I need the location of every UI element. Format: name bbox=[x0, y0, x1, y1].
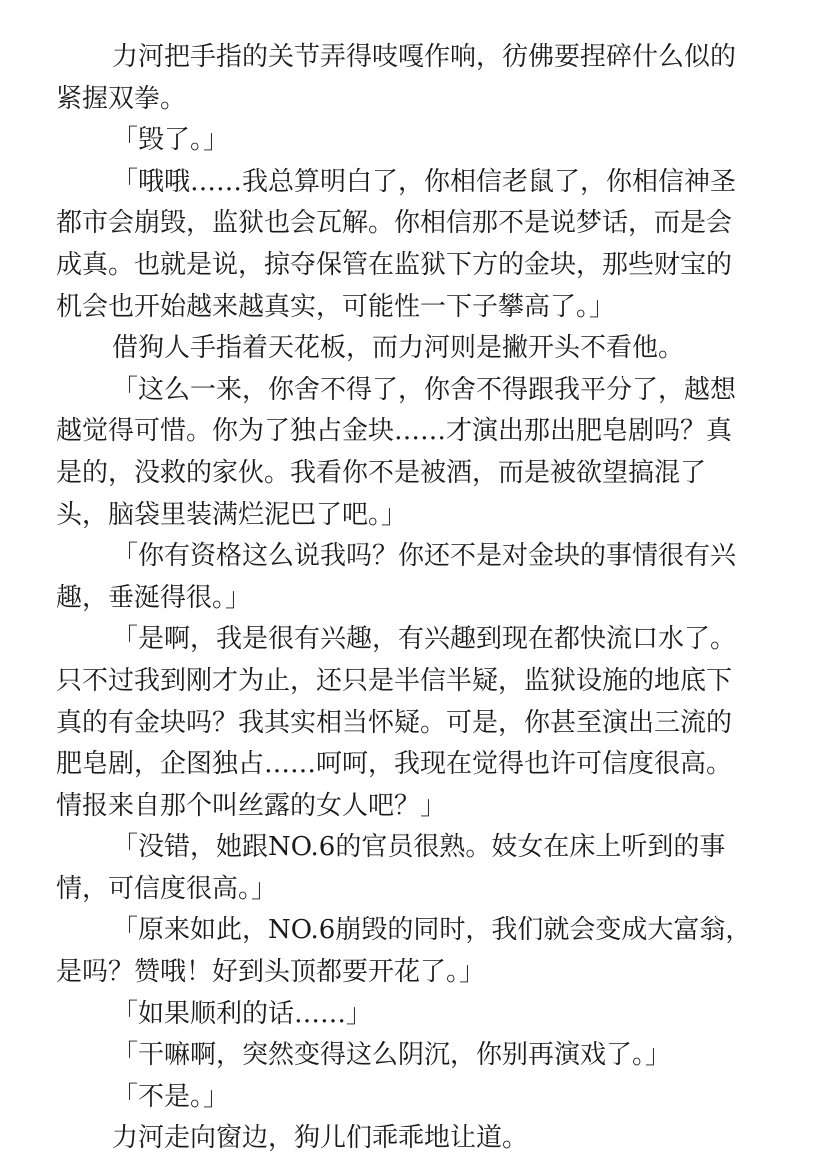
text-line: 力河走向窗边，狗儿们乖乖地让道。 bbox=[112, 1123, 529, 1154]
text-line: 「如果顺利的话……」 bbox=[112, 998, 373, 1029]
text-line: 是的，没救的家伙。我看你不是被酒，而是被欲望搞混了 bbox=[56, 457, 707, 488]
text-line: 成真。也就是说，掠夺保管在监狱下方的金块，那些财宝的 bbox=[56, 249, 733, 280]
text-line: 「没错，她跟NO.6的官员很熟。妓女在床上听到的事 bbox=[112, 832, 726, 863]
paragraph bbox=[56, 37, 756, 120]
text-line: 「你有资格这么说我吗？你还不是对金块的事情很有兴 bbox=[112, 541, 737, 572]
text-line: 肥皂剧，企图独占……呵呵，我现在觉得也许可信度很高。 bbox=[56, 749, 733, 780]
paragraph bbox=[56, 827, 756, 910]
paragraph bbox=[56, 162, 756, 328]
text-line: 都市会崩毁，监狱也会瓦解。你相信那不是说梦话，而是会 bbox=[56, 208, 733, 239]
text-line: 「干嘛啊，突然变得这么阴沉，你别再演戏了。」 bbox=[112, 1040, 672, 1071]
text-line: 情报来自那个叫丝露的女人吧？」 bbox=[56, 790, 447, 821]
text-line: 头，脑袋里装满烂泥巴了吧。」 bbox=[56, 499, 408, 530]
text-line: 只不过我到刚才为止，还只是半信半疑，监狱设施的地底下 bbox=[56, 665, 733, 696]
paragraph bbox=[56, 619, 756, 827]
text-line: 情，可信度很高。」 bbox=[56, 873, 278, 904]
document-page bbox=[56, 37, 756, 1160]
text-line: 「这么一来，你舍不得了，你舍不得跟我平分了，越想 bbox=[112, 374, 737, 405]
paragraph bbox=[56, 994, 756, 1036]
text-line: 「不是。」 bbox=[112, 1081, 230, 1112]
text-line: 「是啊，我是很有兴趣，有兴趣到现在都快流口水了。 bbox=[112, 624, 737, 655]
text-line: 是吗？赞哦！好到头顶都要开花了。」 bbox=[56, 957, 486, 988]
paragraph bbox=[56, 370, 756, 536]
text-line: 越觉得可惜。你为了独占金块……才演出那出肥皂剧吗？真 bbox=[56, 416, 733, 447]
text-line: 趣，垂涎得很。」 bbox=[56, 582, 252, 613]
paragraph bbox=[56, 910, 756, 993]
text-line: 紧握双拳。 bbox=[56, 83, 187, 114]
text-line: 「哦哦……我总算明白了，你相信老鼠了，你相信神圣 bbox=[112, 166, 737, 197]
paragraph bbox=[56, 1035, 756, 1077]
text-line: 力河把手指的关节弄得吱嘎作响，彷佛要捏碎什么似的 bbox=[112, 42, 737, 72]
text-line: 「原来如此，NO.6崩毁的同时，我们就会变成大富翁， bbox=[112, 915, 752, 946]
text-line: 借狗人手指着天花板，而力河则是撇开头不看他。 bbox=[112, 333, 685, 364]
paragraph bbox=[56, 536, 756, 619]
paragraph bbox=[56, 328, 756, 370]
text-line: 「毁了。」 bbox=[112, 125, 230, 156]
text-line: 机会也开始越来越真实，可能性一下子攀高了。」 bbox=[56, 291, 616, 322]
paragraph bbox=[56, 1118, 756, 1160]
paragraph bbox=[56, 120, 756, 162]
paragraph bbox=[56, 1077, 756, 1119]
text-line: 真的有金块吗？我其实相当怀疑。可是，你甚至演出三流的 bbox=[56, 707, 733, 738]
